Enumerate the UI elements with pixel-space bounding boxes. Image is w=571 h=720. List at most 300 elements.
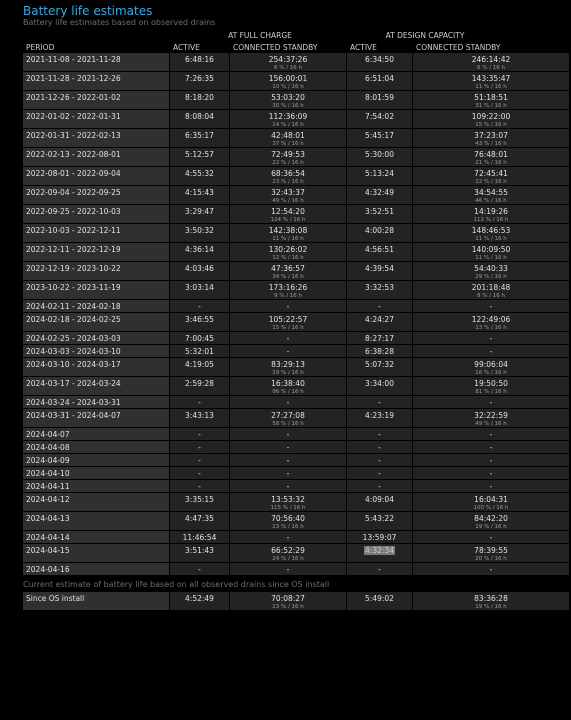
design-active-cell-value: -	[378, 430, 381, 439]
full-active-cell	[170, 396, 230, 409]
full-active-cell-value: 5:12:57	[185, 150, 214, 159]
full-standby-cell-value: 130:26:02	[268, 245, 308, 254]
period-label: 2022-08-01 - 2022-09-04	[26, 169, 121, 178]
full-standby-cell-value: -	[286, 456, 290, 465]
table-row	[23, 300, 570, 313]
design-standby-cell-value: 201:18:48	[471, 283, 511, 292]
full-standby-cell-sub: 6 % / 16 h	[273, 65, 303, 71]
period-cell	[23, 531, 170, 544]
full-standby-cell-sub: 30 % / 16 h	[272, 103, 304, 109]
full-standby-cell	[230, 441, 347, 454]
design-standby-cell	[413, 409, 570, 428]
full-active-cell	[170, 592, 230, 611]
design-active-cell-value: -	[378, 443, 381, 452]
full-standby-cell-value: -	[286, 302, 290, 311]
period-cell	[23, 544, 170, 563]
period-label: 2022-12-11 - 2022-12-19	[26, 245, 121, 254]
full-active-cell	[170, 243, 230, 262]
period-cell	[23, 512, 170, 531]
table-row	[23, 544, 570, 563]
table-row	[23, 186, 570, 205]
design-standby-cell	[413, 358, 570, 377]
design-standby-cell	[413, 243, 570, 262]
design-active-cell-value: 5:43:22	[365, 514, 394, 523]
design-standby-cell	[413, 262, 570, 281]
table-row	[23, 72, 570, 91]
full-active-cell	[170, 563, 230, 576]
full-standby-cell	[230, 262, 347, 281]
design-standby-cell	[413, 186, 570, 205]
table-row	[23, 129, 570, 148]
period-label: 2024-02-11 - 2024-02-18	[26, 302, 121, 311]
table-row	[23, 563, 570, 576]
period-label: 2022-02-13 - 2022-08-01	[26, 150, 121, 159]
footer-label: Current estimate of battery life based on all observed drains since OS install	[23, 580, 330, 589]
design-active-cell	[347, 53, 413, 72]
full-active-cell	[170, 110, 230, 129]
full-active-cell	[170, 205, 230, 224]
design-standby-cell-sub: 11 % / 16 h	[475, 236, 507, 242]
full-standby-cell-value: 13:53:32	[271, 495, 305, 504]
full-standby-cell	[230, 300, 347, 313]
full-active-cell	[170, 544, 230, 563]
full-active-cell	[170, 358, 230, 377]
design-standby-cell	[413, 592, 570, 611]
design-standby-cell	[413, 300, 570, 313]
design-active-cell-value: -	[378, 398, 381, 407]
full-standby-cell-value: 32:43:37	[271, 188, 305, 197]
design-active-cell	[347, 512, 413, 531]
period-label: 2024-03-24 - 2024-03-31	[26, 398, 121, 407]
full-active-cell-value: 4:03:46	[185, 264, 214, 273]
full-active-cell-value: -	[198, 456, 201, 465]
full-standby-cell-sub: 14 % / 16 h	[272, 122, 304, 128]
design-standby-cell-sub: 19 % / 16 h	[475, 604, 507, 610]
full-active-cell-value: 7:26:35	[185, 74, 214, 83]
full-standby-cell-value: 72:49:53	[271, 150, 305, 159]
period-label: 2024-04-09	[26, 456, 70, 465]
table-row	[23, 493, 570, 512]
design-standby-cell-value: 51:18:51	[474, 93, 508, 102]
table-row	[23, 396, 570, 409]
design-active-cell-value: 7:54:02	[365, 112, 394, 121]
period-cell	[23, 281, 170, 300]
design-standby-cell-sub: 22 % / 16 h	[475, 179, 507, 185]
period-cell	[23, 129, 170, 148]
full-standby-cell-value: 27:27:08	[271, 411, 305, 420]
table-row	[23, 224, 570, 243]
full-standby-cell	[230, 332, 347, 345]
full-active-cell	[170, 186, 230, 205]
design-standby-cell-value: 37:23:07	[474, 131, 508, 140]
period-cell	[23, 186, 170, 205]
full-active-cell	[170, 167, 230, 186]
full-active-cell-value: 3:29:47	[185, 207, 214, 216]
design-standby-cell-value: -	[489, 456, 493, 465]
full-standby-cell	[230, 377, 347, 396]
full-standby-cell-value: 254:37:26	[268, 55, 308, 64]
design-standby-cell-value: 109:22:00	[471, 112, 511, 121]
period-cell	[23, 262, 170, 281]
full-active-cell-value: -	[198, 565, 201, 574]
full-active-cell	[170, 300, 230, 313]
full-standby-cell-sub: 15 % / 16 h	[272, 325, 304, 331]
design-standby-cell-sub: 16 % / 16 h	[475, 370, 507, 376]
design-standby-cell-sub: 19 % / 16 h	[475, 524, 507, 530]
table-row	[23, 205, 570, 224]
period-label: 2024-04-16	[26, 565, 70, 574]
design-active-cell	[347, 493, 413, 512]
table-row	[23, 480, 570, 493]
design-standby-cell-value: 140:09:50	[471, 245, 511, 254]
full-standby-cell-value: -	[286, 482, 290, 491]
table-row	[23, 262, 570, 281]
period-label: 2021-12-26 - 2022-01-02	[26, 93, 121, 102]
full-active-cell-value: 8:08:04	[185, 112, 214, 121]
period-cell	[23, 148, 170, 167]
design-active-cell-value: -	[378, 482, 381, 491]
full-standby-cell-value: -	[286, 533, 290, 542]
full-standby-cell-value: 68:36:54	[271, 169, 305, 178]
period-label: 2022-01-31 - 2022-02-13	[26, 131, 121, 140]
period-label: 2024-04-08	[26, 443, 70, 452]
design-standby-cell-value: 99:06:04	[474, 360, 508, 369]
table-body	[23, 53, 570, 576]
table-row	[23, 332, 570, 345]
full-standby-cell-value: -	[286, 430, 290, 439]
design-standby-cell-value: 34:54:55	[474, 188, 508, 197]
design-active-cell	[347, 345, 413, 358]
design-standby-cell-value: -	[489, 443, 493, 452]
full-active-cell-value: 11:46:54	[182, 533, 217, 542]
period-label: 2022-10-03 - 2022-12-11	[26, 226, 121, 235]
period-cell	[23, 396, 170, 409]
full-active-cell-value: -	[198, 430, 201, 439]
period-label: 2024-04-14	[26, 533, 70, 542]
full-standby-cell	[230, 409, 347, 428]
design-standby-cell	[413, 72, 570, 91]
design-standby-cell-sub: 43 % / 16 h	[475, 141, 507, 147]
design-standby-cell-value: 54:40:33	[474, 264, 508, 273]
full-active-cell	[170, 332, 230, 345]
table-row	[23, 454, 570, 467]
table-row	[23, 358, 570, 377]
full-active-cell	[170, 409, 230, 428]
design-active-cell	[347, 281, 413, 300]
full-active-cell-value: 4:55:32	[185, 169, 214, 178]
design-standby-cell-sub: 81 % / 16 h	[475, 389, 507, 395]
full-active-cell	[170, 441, 230, 454]
full-standby-cell	[230, 480, 347, 493]
group-header-spacer-right	[500, 30, 570, 42]
period-cell	[23, 53, 170, 72]
table-row	[23, 243, 570, 262]
design-active-cell-value: 8:27:17	[365, 334, 394, 343]
full-active-cell-value: 4:15:43	[185, 188, 214, 197]
design-standby-cell-value: 76:48:01	[474, 150, 508, 159]
period-cell	[23, 91, 170, 110]
design-standby-cell	[413, 167, 570, 186]
group-header-full-charge: AT FULL CHARGE	[228, 31, 292, 40]
period-cell	[23, 205, 170, 224]
design-standby-cell	[413, 148, 570, 167]
full-standby-cell-sub: 58 % / 16 h	[272, 421, 304, 427]
table-row	[23, 441, 570, 454]
design-standby-cell-value: -	[489, 398, 493, 407]
table-row	[23, 53, 570, 72]
full-standby-cell	[230, 428, 347, 441]
full-active-cell	[170, 454, 230, 467]
table-row	[23, 409, 570, 428]
full-standby-cell-sub: 49 % / 16 h	[272, 198, 304, 204]
design-active-cell	[347, 167, 413, 186]
design-standby-cell-sub: 31 % / 16 h	[475, 103, 507, 109]
design-active-cell-value: 3:32:53	[365, 283, 394, 292]
design-standby-cell	[413, 129, 570, 148]
table-row	[23, 428, 570, 441]
design-active-cell-value: 4:23:19	[365, 411, 394, 420]
period-cell	[23, 300, 170, 313]
design-standby-cell-value: 84:42:20	[474, 514, 508, 523]
design-standby-cell-value: 122:49:06	[471, 315, 511, 324]
full-standby-cell	[230, 313, 347, 332]
full-standby-cell-value: 47:36:57	[271, 264, 305, 273]
full-active-cell-value: 6:48:16	[185, 55, 214, 64]
full-standby-cell-value: 105:22:57	[268, 315, 308, 324]
period-cell	[23, 563, 170, 576]
design-active-cell-value: 8:01:59	[365, 93, 394, 102]
period-cell	[23, 243, 170, 262]
full-active-cell	[170, 512, 230, 531]
design-standby-cell-sub: 8 % / 16 h	[476, 293, 506, 299]
design-standby-cell-sub: 15 % / 16 h	[475, 122, 507, 128]
design-standby-cell-sub: 49 % / 16 h	[475, 421, 507, 427]
design-active-cell-value: 5:13:24	[365, 169, 394, 178]
full-active-cell	[170, 91, 230, 110]
full-standby-cell-value: 112:36:09	[268, 112, 308, 121]
design-active-cell-value: 4:39:54	[365, 264, 394, 273]
design-standby-cell	[413, 110, 570, 129]
full-standby-cell	[230, 531, 347, 544]
period-label: 2023-10-22 - 2023-11-19	[26, 283, 121, 292]
full-standby-cell-value: 16:38:40	[271, 379, 305, 388]
design-standby-cell	[413, 91, 570, 110]
full-active-cell	[170, 53, 230, 72]
full-active-cell	[170, 428, 230, 441]
full-active-cell	[170, 531, 230, 544]
period-cell	[23, 224, 170, 243]
full-active-cell-value: 6:35:17	[185, 131, 214, 140]
period-label: 2024-02-25 - 2024-03-03	[26, 334, 121, 343]
design-standby-cell-sub: 29 % / 16 h	[475, 274, 507, 280]
period-label: 2024-04-10	[26, 469, 70, 478]
full-standby-cell-value: -	[286, 347, 290, 356]
full-standby-cell-value: -	[286, 334, 290, 343]
full-active-cell-value: 3:35:15	[185, 495, 214, 504]
full-standby-cell	[230, 53, 347, 72]
period-label: 2024-04-12	[26, 495, 70, 504]
section-subtitle: Battery life estimates based on observed drains	[23, 18, 216, 27]
column-header-full-active: ACTIVE	[173, 43, 200, 52]
design-standby-cell-value: 246:14:42	[471, 55, 511, 64]
design-active-cell	[347, 531, 413, 544]
full-standby-cell-sub: 124 % / 16 h	[270, 217, 306, 223]
design-standby-cell-value: -	[489, 347, 493, 356]
design-active-cell-value: 4:00:28	[365, 226, 394, 235]
period-cell	[23, 441, 170, 454]
full-standby-cell-value: 142:38:08	[268, 226, 308, 235]
period-label: 2021-11-08 - 2021-11-28	[26, 55, 121, 64]
design-active-cell	[347, 592, 413, 611]
design-active-cell-value: -	[378, 565, 381, 574]
design-standby-cell-value: 14:19:26	[474, 207, 508, 216]
since-install-row	[23, 592, 570, 611]
full-active-cell-value: -	[198, 443, 201, 452]
period-cell	[23, 454, 170, 467]
design-active-cell	[347, 409, 413, 428]
design-active-cell	[347, 428, 413, 441]
design-active-cell	[347, 377, 413, 396]
full-active-cell-value: 4:52:49	[185, 594, 214, 603]
full-active-cell	[170, 224, 230, 243]
full-standby-cell	[230, 110, 347, 129]
design-active-cell-value: -	[378, 456, 381, 465]
selected-text: 4:32:34	[365, 546, 394, 555]
design-active-cell-value: 5:30:00	[365, 150, 394, 159]
full-standby-cell	[230, 512, 347, 531]
full-standby-cell	[230, 186, 347, 205]
design-standby-cell-value: -	[489, 302, 493, 311]
full-active-cell-value: -	[198, 398, 201, 407]
full-active-cell-value: 3:51:43	[185, 546, 214, 555]
design-active-cell-value: 3:34:00	[365, 379, 394, 388]
full-standby-cell-value: 156:00:01	[268, 74, 308, 83]
period-cell	[23, 592, 170, 611]
period-label: 2022-01-02 - 2022-01-31	[26, 112, 121, 121]
full-standby-cell-sub: 10 % / 16 h	[272, 84, 304, 90]
column-header-design-standby: CONNECTED STANDBY	[416, 43, 501, 52]
full-standby-cell-sub: 34 % / 16 h	[272, 274, 304, 280]
design-standby-cell-value: 143:35:47	[471, 74, 511, 83]
period-cell	[23, 377, 170, 396]
full-standby-cell-value: 66:52:29	[271, 546, 305, 555]
design-standby-cell-sub: 20 % / 16 h	[475, 556, 507, 562]
full-standby-cell-value: 70:56:40	[271, 514, 305, 523]
design-standby-cell	[413, 224, 570, 243]
full-standby-cell	[230, 345, 347, 358]
full-standby-cell	[230, 454, 347, 467]
design-standby-cell	[413, 441, 570, 454]
design-standby-cell-sub: 6 % / 16 h	[476, 65, 506, 71]
footer-body	[23, 592, 570, 611]
design-active-cell	[347, 110, 413, 129]
full-active-cell	[170, 129, 230, 148]
period-label: Since OS install	[26, 594, 85, 603]
table-row	[23, 313, 570, 332]
design-active-cell	[347, 358, 413, 377]
full-active-cell-value: 5:32:01	[185, 347, 214, 356]
full-standby-cell-value: 42:48:01	[271, 131, 305, 140]
design-active-cell	[347, 332, 413, 345]
full-standby-cell	[230, 243, 347, 262]
column-header-design-active: ACTIVE	[350, 43, 377, 52]
full-active-cell-value: 4:47:35	[185, 514, 214, 523]
full-active-cell-value: 4:19:05	[185, 360, 214, 369]
design-active-cell-value: 5:07:32	[365, 360, 394, 369]
full-active-cell	[170, 493, 230, 512]
design-standby-cell	[413, 428, 570, 441]
period-label: 2022-09-04 - 2022-09-25	[26, 188, 121, 197]
period-label: 2024-03-03 - 2024-03-10	[26, 347, 121, 356]
period-label: 2024-04-15	[26, 546, 70, 555]
full-active-cell-value: 3:50:32	[185, 226, 214, 235]
table-row	[23, 148, 570, 167]
group-header-spacer	[23, 30, 170, 42]
design-active-cell	[347, 300, 413, 313]
design-standby-cell-value: -	[489, 565, 493, 574]
full-active-cell	[170, 467, 230, 480]
design-active-cell	[347, 480, 413, 493]
full-standby-cell	[230, 129, 347, 148]
design-standby-cell	[413, 313, 570, 332]
design-active-cell	[347, 467, 413, 480]
full-active-cell	[170, 72, 230, 91]
full-active-cell-value: 7:00:45	[185, 334, 214, 343]
design-standby-cell	[413, 480, 570, 493]
full-active-cell	[170, 148, 230, 167]
full-active-cell	[170, 345, 230, 358]
table-row	[23, 345, 570, 358]
design-standby-cell-value: 78:39:55	[474, 546, 508, 555]
design-active-cell-value: -	[378, 469, 381, 478]
period-cell	[23, 409, 170, 428]
full-standby-cell	[230, 205, 347, 224]
design-active-cell	[347, 544, 413, 563]
design-standby-cell	[413, 332, 570, 345]
period-cell	[23, 332, 170, 345]
full-active-cell-value: -	[198, 302, 201, 311]
design-active-cell-value: 6:51:04	[365, 74, 394, 83]
design-standby-cell	[413, 53, 570, 72]
design-active-cell-value: 4:56:51	[365, 245, 394, 254]
design-standby-cell-sub: 100 % / 16 h	[473, 505, 509, 511]
design-standby-cell-value: 83:36:28	[474, 594, 508, 603]
period-label: 2024-04-07	[26, 430, 70, 439]
design-standby-cell-value: 72:45:41	[474, 169, 508, 178]
full-standby-cell-value: -	[286, 443, 290, 452]
full-active-cell-value: -	[198, 482, 201, 491]
design-active-cell-value: 13:59:07	[362, 533, 397, 542]
full-standby-cell-value: -	[286, 398, 290, 407]
design-active-cell-value: -	[378, 302, 381, 311]
design-standby-cell-sub: 11 % / 16 h	[475, 84, 507, 90]
design-active-cell-value: 5:49:02	[365, 594, 394, 603]
period-label: 2024-03-10 - 2024-03-17	[26, 360, 121, 369]
design-active-cell	[347, 563, 413, 576]
full-standby-cell-sub: 23 % / 16 h	[272, 524, 304, 530]
full-standby-cell-value: 83:29:13	[271, 360, 305, 369]
period-cell	[23, 167, 170, 186]
full-standby-cell-value: -	[286, 469, 290, 478]
design-standby-cell-value: 19:50:50	[474, 379, 508, 388]
design-standby-cell	[413, 493, 570, 512]
design-active-cell	[347, 91, 413, 110]
full-standby-cell	[230, 544, 347, 563]
full-standby-cell	[230, 281, 347, 300]
full-active-cell-value: 3:03:14	[185, 283, 214, 292]
full-standby-cell-sub: 115 % / 16 h	[270, 505, 306, 511]
period-label: 2021-11-28 - 2021-12-26	[26, 74, 121, 83]
